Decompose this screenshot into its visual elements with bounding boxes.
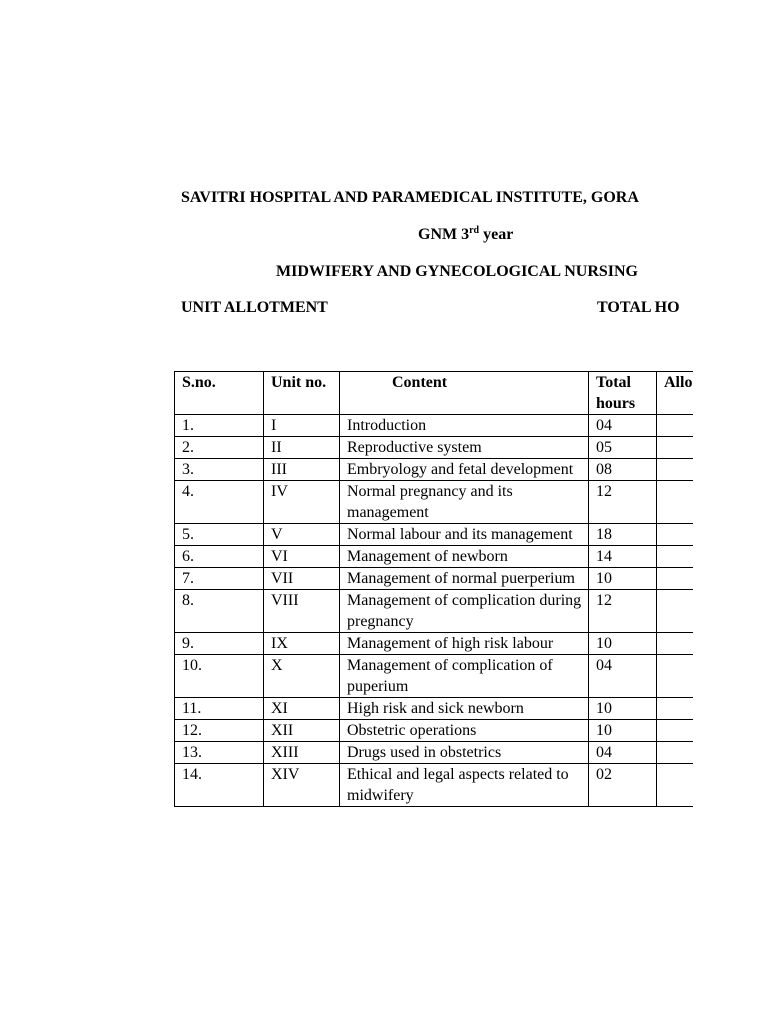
cell-content: Management of complication during pregnancy	[340, 590, 589, 633]
cell-unit: XII	[264, 720, 340, 742]
cell-content: Management of complication of puperium	[340, 655, 589, 698]
cell-allotted	[657, 742, 694, 764]
cell-unit: V	[264, 524, 340, 546]
course-year	[418, 225, 513, 245]
cell-content: Obstetric operations	[340, 720, 589, 742]
cell-content: Reproductive system	[340, 437, 589, 459]
cell-allotted	[657, 568, 694, 590]
cell-hours: 04	[589, 742, 657, 764]
cell-content: Management of newborn	[340, 546, 589, 568]
cell-unit: VI	[264, 546, 340, 568]
cell-unit: IX	[264, 633, 340, 655]
cell-content: Introduction	[340, 415, 589, 437]
table-header-row	[175, 372, 694, 415]
cell-unit: IV	[264, 481, 340, 524]
table-row	[175, 415, 694, 437]
cell-unit: XIV	[264, 764, 340, 807]
table-row	[175, 764, 694, 807]
header-sno: S.no.	[175, 372, 264, 415]
table-row	[175, 655, 694, 698]
cell-sno: 14.	[175, 764, 264, 807]
institute-title: SAVITRI HOSPITAL AND PARAMEDICAL INSTITUTE, GORA	[181, 189, 639, 206]
subject-title: MIDWIFERY AND GYNECOLOGICAL NURSING	[276, 263, 638, 280]
cell-hours: 04	[589, 415, 657, 437]
header-content: Content	[340, 372, 589, 415]
header-unit: Unit no.	[264, 372, 340, 415]
cell-allotted	[657, 524, 694, 546]
cell-unit: XI	[264, 698, 340, 720]
cell-sno: 4.	[175, 481, 264, 524]
cell-sno: 5.	[175, 524, 264, 546]
cell-hours: 12	[589, 481, 657, 524]
table-row	[175, 546, 694, 568]
cell-sno: 13.	[175, 742, 264, 764]
table-row	[175, 524, 694, 546]
table-row	[175, 742, 694, 764]
cell-unit: VIII	[264, 590, 340, 633]
cell-unit: II	[264, 437, 340, 459]
header-hours-line1: Total	[596, 374, 631, 391]
cell-unit: XIII	[264, 742, 340, 764]
table-row	[175, 590, 694, 633]
cell-allotted	[657, 481, 694, 524]
total-hours-heading: TOTAL HO	[597, 299, 680, 316]
cell-content: Management of normal puerperium	[340, 568, 589, 590]
cell-sno: 8.	[175, 590, 264, 633]
cell-sno: 11.	[175, 698, 264, 720]
syllabus-table	[174, 371, 693, 807]
cell-hours: 10	[589, 698, 657, 720]
course-year-sup: rd	[469, 225, 480, 236]
cell-hours: 10	[589, 568, 657, 590]
header-total-hours	[589, 372, 657, 415]
cell-hours: 10	[589, 720, 657, 742]
cell-hours: 08	[589, 459, 657, 481]
cell-allotted	[657, 698, 694, 720]
table-row	[175, 633, 694, 655]
table-row	[175, 698, 694, 720]
cell-hours: 14	[589, 546, 657, 568]
cell-unit: VII	[264, 568, 340, 590]
cell-content: Drugs used in obstetrics	[340, 742, 589, 764]
cell-sno: 2.	[175, 437, 264, 459]
cell-allotted	[657, 437, 694, 459]
cell-content: Ethical and legal aspects related to midwifery	[340, 764, 589, 807]
cell-allotted	[657, 415, 694, 437]
cell-unit: I	[264, 415, 340, 437]
cell-hours: 02	[589, 764, 657, 807]
cell-content: High risk and sick newborn	[340, 698, 589, 720]
cell-allotted	[657, 590, 694, 633]
cell-allotted	[657, 633, 694, 655]
cell-sno: 6.	[175, 546, 264, 568]
cell-sno: 10.	[175, 655, 264, 698]
course-year-prefix: GNM 3	[418, 226, 470, 243]
header-allotted: Allo	[657, 372, 694, 415]
unit-allotment-heading: UNIT ALLOTMENT	[181, 299, 328, 316]
cell-content: Management of high risk labour	[340, 633, 589, 655]
cell-hours: 04	[589, 655, 657, 698]
header-hours-line2: hours	[596, 395, 636, 412]
cell-sno: 1.	[175, 415, 264, 437]
cell-allotted	[657, 764, 694, 807]
cell-unit: X	[264, 655, 340, 698]
cell-hours: 18	[589, 524, 657, 546]
cell-content: Embryology and fetal development	[340, 459, 589, 481]
course-year-suffix: year	[479, 226, 514, 243]
table-row	[175, 568, 694, 590]
cell-content: Normal labour and its management	[340, 524, 589, 546]
cell-sno: 3.	[175, 459, 264, 481]
cell-sno: 9.	[175, 633, 264, 655]
cell-allotted	[657, 720, 694, 742]
cell-allotted	[657, 655, 694, 698]
cell-allotted	[657, 459, 694, 481]
cell-hours: 05	[589, 437, 657, 459]
cell-unit: III	[264, 459, 340, 481]
table-row	[175, 481, 694, 524]
cell-allotted	[657, 546, 694, 568]
cell-hours: 10	[589, 633, 657, 655]
table-row	[175, 720, 694, 742]
cell-sno: 7.	[175, 568, 264, 590]
cell-hours: 12	[589, 590, 657, 633]
cell-sno: 12.	[175, 720, 264, 742]
table-row	[175, 437, 694, 459]
cell-content: Normal pregnancy and its management	[340, 481, 589, 524]
table-row	[175, 459, 694, 481]
